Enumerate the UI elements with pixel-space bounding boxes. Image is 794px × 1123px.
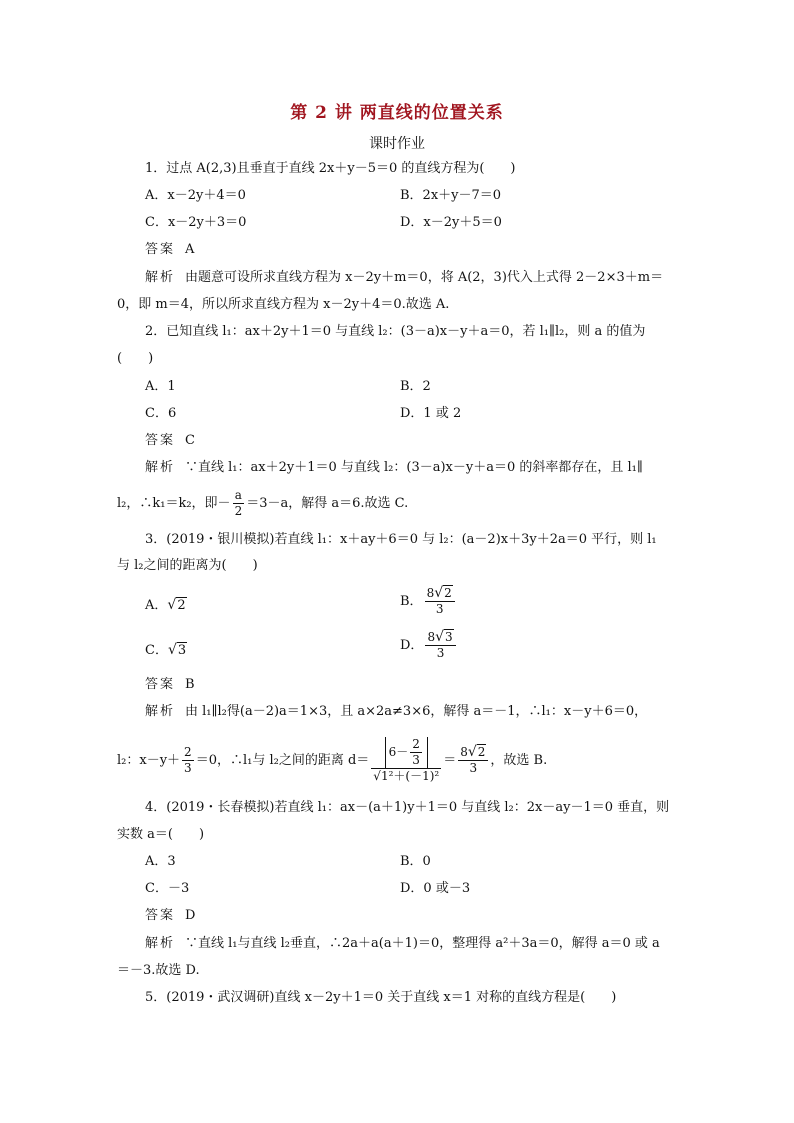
q3-option-c [145,641,187,660]
radical-sign: √ [435,629,444,645]
page-title: 第 2 讲 两直线的位置关系 [290,103,504,123]
q2-analysis-pre: l₂，∴k₁＝k₂，即－ [117,496,231,511]
q2-analysis-line2 [117,488,408,519]
q1-analysis-line1 [145,269,663,287]
q3-option-b [400,586,457,617]
q3-analysis-text: 由 l₁∥l₂得(a－2)a＝1×3，且 a×2a≠3×6，解得 a＝－1，∴l₁：x－y＋6＝0， [185,704,648,719]
q1-analysis-line2: 0，即 m＝4，所以所求直线方程为 x－2y＋4＝0.故选 A. [117,297,450,312]
answer-label: 答案 [145,242,176,257]
q3-option-a [145,596,187,615]
q4-option-d: D．0 或－3 [400,881,471,896]
page-subtitle: 课时作业 [369,136,425,152]
q1-answer [145,241,194,259]
q2-analysis-fraction [233,488,245,519]
analysis-label: 解析 [145,936,176,951]
q3-analysis-post: ，故选 B. [490,753,548,768]
radical-sign: √ [167,642,177,658]
q2-stem-line2: ( ) [117,351,154,366]
q3-analysis-pre: l₂：x－y＋ [117,753,181,768]
q2-option-c: C．6 [145,406,177,421]
q4-analysis-text: ∵直线 l₁与直线 l₂垂直，∴2a＋a(a＋1)＝0，整理得 a²＋3a＝0，解得 a＝0 或 a [185,936,660,951]
analysis-label: 解析 [145,270,176,285]
option-fraction [425,586,455,617]
q4-stem-line1: 4．(2019・长春模拟)若直线 l₁：ax－(a＋1)y＋1＝0 与直线 l₂：2x－ay－1＝0 垂直，则 [145,800,670,815]
q1-stem: 1．过点 A(2,3)且垂直于直线 2x＋y－5＝0 的直线方程为( ) [145,161,516,176]
option-label: A． [145,598,168,613]
q3-option-d [400,630,458,661]
q3-stem-line2: 与 l₂之间的距离为( ) [117,558,258,573]
answer-label: 答案 [145,677,176,692]
sqrt-expression [168,643,187,658]
q1-option-d: D．x－2y＋5＝0 [400,215,502,230]
fraction-denominator: 3 [412,753,420,767]
q3-answer [145,676,195,694]
coefficient: 8 [460,745,468,759]
option-label: C． [145,643,168,658]
fraction-denominator: 3 [436,646,445,660]
coefficient: 8 [427,630,436,644]
q2-option-d: D．1 或 2 [400,406,462,421]
distance-numerator [371,737,441,769]
radicand: 3 [445,630,453,644]
q2-analysis-line1 [145,459,643,477]
q1-answer-value: A [185,242,195,257]
q2-option-a: A．1 [145,379,176,394]
q4-answer-value: D [185,908,196,923]
q3-stem-line1: 3．(2019・银川模拟)若直线 l₁：x＋ay＋6＝0 与 l₂：(a－2)x＋3y＋2a＝0 平行，则 l₁ [145,532,657,547]
fraction-denominator: 3 [435,602,444,616]
radical-sign: √ [434,585,444,601]
q4-analysis-line2: ＝－3.故选 D. [117,963,200,978]
answer-label: 答案 [145,433,176,448]
q3-answer-value: B [185,677,195,692]
q1-option-b: B．2x＋y－7＝0 [400,188,502,203]
q4-stem-line2: 实数 a＝( ) [117,827,205,842]
q3-analysis-small-fraction [182,745,194,776]
q2-answer [145,432,195,450]
q2-option-b: B．2 [400,379,431,394]
fraction-numerator [425,630,455,646]
option-label: B． [400,594,423,609]
fraction-numerator [458,745,488,761]
q4-option-b: B．0 [400,854,431,869]
q1-analysis-text: 由题意可设所求直线方程为 x－2y＋m＝0，将 A(2，3)代入上式得 2－2×3＋m＝ [185,270,664,285]
q5-stem: 5．(2019・武汉调研)直线 x－2y＋1＝0 关于直线 x＝1 对称的直线方程是( ) [145,990,617,1005]
option-fraction [425,630,455,661]
analysis-label: 解析 [145,460,176,475]
coefficient: 8 [426,586,435,600]
abs-inner-text: 6－ [388,745,409,759]
option-label: D． [400,638,424,653]
fraction-numerator: 2 [184,745,192,759]
radicand: 3 [177,643,187,658]
q1-option-c: C．x－2y＋3＝0 [145,215,247,230]
q2-analysis-text: ∵直线 l₁：ax＋2y＋1＝0 与直线 l₂：(3－a)x－y＋a＝0 的斜率都存在，且 l₁∥ [185,460,643,475]
radical-sign: √ [467,744,477,760]
distance-denominator: √1²＋(－1)² [373,769,440,783]
result-fraction [458,745,488,776]
analysis-label: 解析 [145,704,176,719]
fraction-numerator [425,586,455,602]
q4-answer [145,907,195,925]
sqrt-expression [167,598,186,613]
q4-option-c: C．－3 [145,881,190,896]
equals-sign: ＝ [443,753,457,768]
fraction-denominator: 3 [469,761,478,775]
fraction-numerator: 2 [412,737,420,751]
radicand: 2 [177,598,186,613]
q3-analysis-line1 [145,703,647,721]
fraction-denominator: 2 [234,504,243,518]
q1-option-a: A．x－2y＋4＝0 [145,188,246,203]
q2-answer-value: C [185,433,195,448]
q3-analysis-mid: ＝0，∴l₁与 l₂之间的距离 d＝ [195,753,370,768]
sqrt-expression [468,745,487,759]
radical-sign: √ [167,597,177,613]
q4-analysis-line1 [145,935,660,953]
radicand: 2 [477,745,486,759]
sqrt-expression [434,586,453,600]
q2-analysis-post: ＝3－a，解得 a＝6.故选 C. [246,496,409,511]
fraction-denominator: 3 [184,761,192,775]
q4-option-a: A．3 [145,854,176,869]
absolute-value [385,737,428,768]
fraction-numerator: a [233,488,245,504]
inner-fraction [410,737,422,768]
q2-stem-line1: 2．已知直线 l₁：ax＋2y＋1＝0 与直线 l₂：(3－a)x－y＋a＝0，若 l₁∥l₂，则 a 的值为 [145,324,646,339]
answer-label: 答案 [145,908,176,923]
sqrt-expression [435,630,454,644]
distance-fraction [371,737,441,784]
q3-analysis-line2 [117,737,547,784]
radicand: 2 [444,586,452,600]
